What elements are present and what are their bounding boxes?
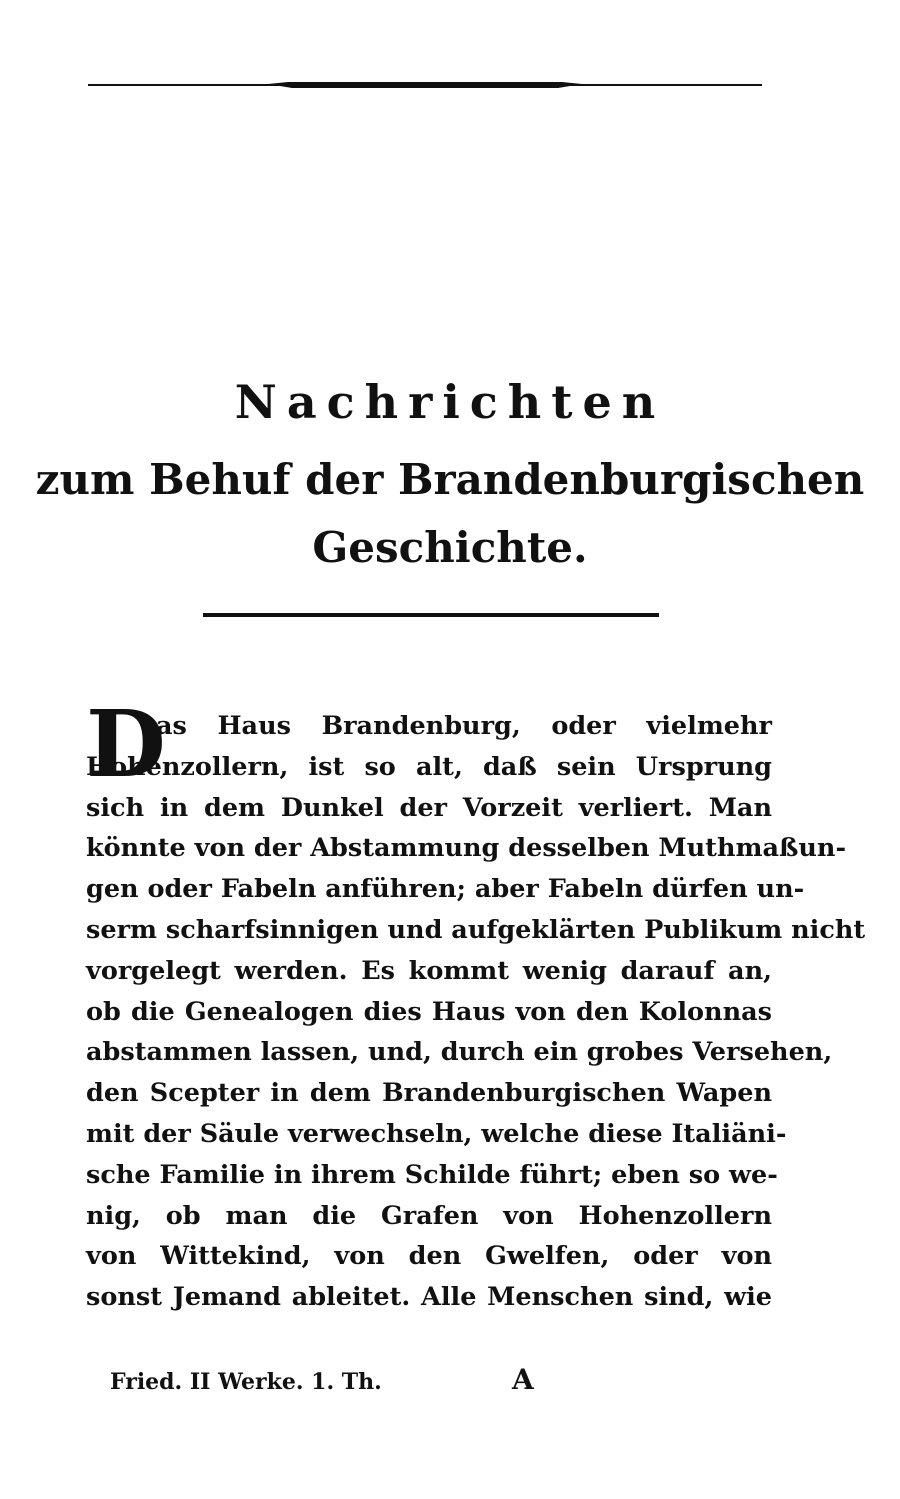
drop-cap: D [86, 690, 166, 798]
text-line: serm scharfsinnigen und aufgeklärten Publikum nicht [86, 914, 866, 945]
body-paragraph [86, 706, 866, 1318]
sheet-signature-mark: A [512, 1363, 534, 1396]
page-subtitle: zum Behuf der Brandenburgischen [35, 455, 865, 504]
text-line: mit der Säule verwechseln, welche diese Italiäni- [86, 1118, 787, 1149]
text-line: gen oder Fabeln anführen; aber Fabeln dürfen un- [86, 874, 805, 905]
signature-line: Fried. II Werke. 1. Th. [110, 1369, 382, 1395]
text-line: as Haus Brandenburg, oder vielmehr [156, 711, 772, 741]
text-line: vorgelegt werden. Es kommt wenig darauf an, [86, 955, 772, 986]
text-line: könnte von der Abstammung desselben Muthmaßun- [86, 833, 847, 864]
page-subtitle-line2: Geschichte. [312, 523, 588, 572]
section-divider [203, 613, 659, 617]
page-footer [0, 1362, 900, 1402]
text-line: sche Familie in ihrem Schilde führt; eben so we- [86, 1159, 778, 1190]
text-line: ob die Genealogen dies Haus von den Kolonnas [86, 996, 772, 1027]
text-line: nig, ob man die Grafen von Hohenzollern [86, 1200, 772, 1231]
text-line: den Scepter in dem Brandenburgischen Wapen [86, 1078, 772, 1109]
text-line: abstammen lassen, und, durch ein grobes Versehen, [86, 1037, 833, 1068]
top-rule [88, 82, 762, 87]
text-line: von Wittekind, von den Gwelfen, oder von [86, 1241, 772, 1272]
page-title: Nachrichten [234, 375, 666, 429]
text-line: sich in dem Dunkel der Vorzeit verliert. Man [86, 792, 772, 823]
text-line: sonst Jemand ableitet. Alle Menschen sind, wie [86, 1282, 772, 1313]
text-line: Hohenzollern, ist so alt, daß sein Ursprung [86, 751, 772, 782]
